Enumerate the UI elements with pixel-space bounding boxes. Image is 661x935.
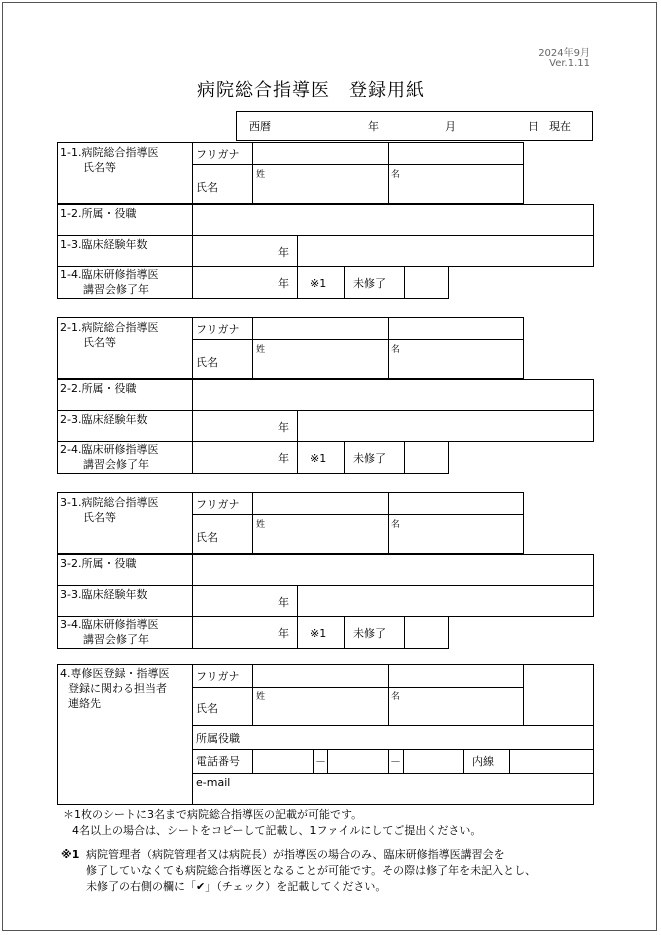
affiliation-row bbox=[57, 554, 594, 586]
affiliation-row bbox=[57, 204, 594, 236]
name-field-label: 氏名 bbox=[196, 181, 218, 194]
name-label: 2-1.病院総合指導医 bbox=[60, 321, 159, 334]
mei-label: 名 bbox=[391, 520, 401, 530]
date-row[interactable] bbox=[236, 111, 593, 141]
training-label: 1-4.臨床研修指導医 bbox=[60, 268, 159, 281]
experience-label: 1-3.臨床経験年数 bbox=[60, 238, 148, 251]
name-label-sub: 氏名等 bbox=[83, 511, 116, 524]
not-completed-label: 未修了 bbox=[353, 627, 386, 640]
name-field-label: 氏名 bbox=[196, 702, 218, 715]
name-field-label: 氏名 bbox=[196, 531, 218, 544]
training-label: 3-4.臨床研修指導医 bbox=[60, 618, 159, 631]
training-unit: 年 bbox=[278, 627, 289, 640]
date-year: 年 bbox=[368, 120, 379, 133]
affiliation-label: 3-2.所属・役職 bbox=[60, 557, 137, 570]
note-1-line-1: ＊1枚のシートに3名まで病院総合指導医の記載が可能です。 bbox=[63, 808, 363, 821]
mei-label: 名 bbox=[391, 345, 401, 355]
experience-unit: 年 bbox=[278, 246, 289, 259]
name-label: 1-1.病院総合指導医 bbox=[60, 146, 159, 159]
note-2-mark: ※1 bbox=[61, 848, 80, 861]
date-current: 現在 bbox=[549, 120, 571, 133]
footnote-mark: ※1 bbox=[310, 277, 327, 290]
issue-date: 2024年9月 bbox=[538, 48, 590, 59]
phone-dash-2: － bbox=[390, 755, 401, 768]
not-completed-label: 未修了 bbox=[353, 277, 386, 290]
contact-affiliation-label: 所属役職 bbox=[196, 732, 240, 745]
training-label-sub: 講習会修了年 bbox=[83, 633, 149, 646]
sei-label: 姓 bbox=[256, 520, 266, 530]
affiliation-label: 1-2.所属・役職 bbox=[60, 207, 137, 220]
sei-label: 姓 bbox=[256, 345, 266, 355]
note-2-line-3: 未修了の右側の欄に「✔」（チェック）を記載してください。 bbox=[86, 880, 387, 893]
version: Ver.1.11 bbox=[549, 58, 590, 69]
email-label: e-mail bbox=[196, 776, 231, 789]
furigana-label: フリガナ bbox=[196, 148, 240, 161]
name-label-sub: 氏名等 bbox=[83, 161, 116, 174]
phone-label: 電話番号 bbox=[196, 755, 240, 768]
phone-dash-1: － bbox=[315, 755, 326, 768]
training-unit: 年 bbox=[278, 452, 289, 465]
experience-unit: 年 bbox=[278, 596, 289, 609]
experience-label: 2-3.臨床経験年数 bbox=[60, 413, 148, 426]
contact-label-sub: 登録に関わる担当者 bbox=[68, 682, 167, 695]
training-label-sub: 講習会修了年 bbox=[83, 283, 149, 296]
note-2-line-1: 病院管理者（病院管理者又は病院長）が指導医の場合のみ、臨床研修指導医講習会を bbox=[86, 848, 505, 861]
name-label: 3-1.病院総合指導医 bbox=[60, 496, 159, 509]
extension-label: 内線 bbox=[472, 755, 494, 768]
note-1-line-2: 4名以上の場合は、シートをコピーして記載し、1ファイルにしてご提出ください。 bbox=[72, 824, 482, 837]
mei-label: 名 bbox=[391, 692, 401, 702]
affiliation-row bbox=[57, 379, 594, 411]
furigana-label: フリガナ bbox=[196, 498, 240, 511]
footnote-mark: ※1 bbox=[310, 452, 327, 465]
date-day: 日 bbox=[528, 120, 539, 133]
experience-unit: 年 bbox=[278, 421, 289, 434]
page-title: 病院総合指導医 登録用紙 bbox=[197, 80, 425, 101]
not-completed-label: 未修了 bbox=[353, 452, 386, 465]
sei-label: 姓 bbox=[256, 692, 266, 702]
mei-label: 名 bbox=[391, 170, 401, 180]
furigana-label: フリガナ bbox=[196, 323, 240, 336]
name-label-sub: 氏名等 bbox=[83, 336, 116, 349]
date-month: 月 bbox=[445, 120, 456, 133]
training-label: 2-4.臨床研修指導医 bbox=[60, 443, 159, 456]
affiliation-label: 2-2.所属・役職 bbox=[60, 382, 137, 395]
contact-label: 4.専修医登録・指導医 bbox=[60, 667, 170, 680]
name-field-label: 氏名 bbox=[196, 356, 218, 369]
experience-label: 3-3.臨床経験年数 bbox=[60, 588, 148, 601]
contact-label-sub2: 連絡先 bbox=[68, 697, 101, 710]
footnote-mark: ※1 bbox=[310, 627, 327, 640]
furigana-label: フリガナ bbox=[196, 670, 240, 683]
training-label-sub: 講習会修了年 bbox=[83, 458, 149, 471]
sei-label: 姓 bbox=[256, 170, 266, 180]
note-2-line-2: 修了していなくても病院総合指導医となることが可能です。その際は修了年を未記入とし、 bbox=[86, 864, 537, 877]
date-era: 西暦 bbox=[249, 120, 271, 133]
training-unit: 年 bbox=[278, 277, 289, 290]
